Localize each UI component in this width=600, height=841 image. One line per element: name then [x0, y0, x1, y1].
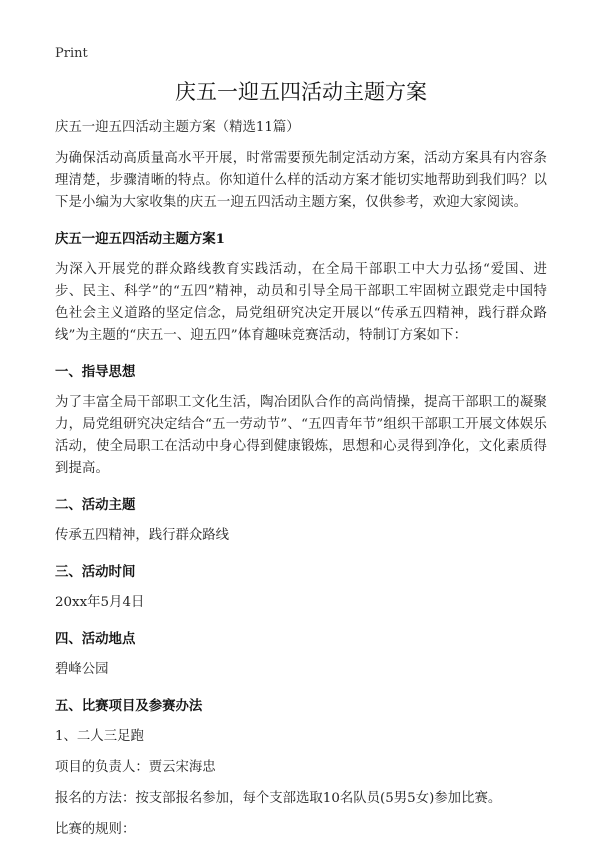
section1-paragraph: 为了丰富全局干部职工文化生活，陶冶团队合作的高尚情操，提高干部职工的凝聚力，局党组研究决定结合“五一劳动节”、“五四青年节”组织干部职工开展文体娱乐活动，使全局职工在活动中身心得到健康锻炼，思想和心灵得到净化，文化素质得到提高。 — [55, 395, 547, 476]
section2-heading: 二、活动主题 — [55, 497, 136, 513]
article-subtitle: 庆五一迎五四活动主题方案（精选11篇） — [55, 120, 300, 135]
section5-heading: 五、比赛项目及参赛办法 — [55, 698, 203, 714]
intro-paragraph: 为确保活动高质量高水平开展，时常需要预先制定活动方案，活动方案具有内容条理清楚，步骤清晰的特点。你知道什么样的活动方案才能切实地帮助到我们吗？以下是小编为大家收集的庆五一迎五四活动主题方案，仅供参考，欢迎大家阅读。 — [55, 151, 547, 210]
page-title: 庆五一迎五四活动主题方案 — [175, 80, 427, 104]
item1-owner: 项目的负责人：贾云宋海忠 — [55, 760, 216, 775]
section1-heading: 一、指导思想 — [55, 364, 136, 380]
plan1-title: 庆五一迎五四活动主题方案1 — [55, 231, 226, 247]
item1-signup: 报名的方法：按支部报名参加，每个支部选取10名队员(5男5女)参加比赛。 — [55, 791, 502, 806]
print-link[interactable]: Print — [55, 46, 88, 61]
section3-heading: 三、活动时间 — [55, 564, 136, 580]
plan1-intro-paragraph: 为深入开展党的群众路线教育实践活动，在全局干部职工中大力弘扬“爱国、进步、民主、科学”的“五四”精神，动员和引导全局干部职工牢固树立跟党走中国特色社会主义道路的坚定信念，局党组研究决定开展以“传承五四精神，践行群众路线”为主题的“庆五一、迎五四”体育趣味竞赛活动，特制订方案如下： — [55, 262, 547, 343]
section3-text: 20xx年5月4日 — [55, 595, 145, 610]
section2-text: 传承五四精神，践行群众路线 — [55, 528, 230, 543]
item1-rules: 比赛的规则： — [55, 822, 136, 837]
section4-heading: 四、活动地点 — [55, 631, 136, 647]
section4-text: 碧峰公园 — [55, 662, 109, 677]
item1-title: 1、二人三足跑 — [55, 729, 144, 744]
document-body — [55, 78, 547, 841]
